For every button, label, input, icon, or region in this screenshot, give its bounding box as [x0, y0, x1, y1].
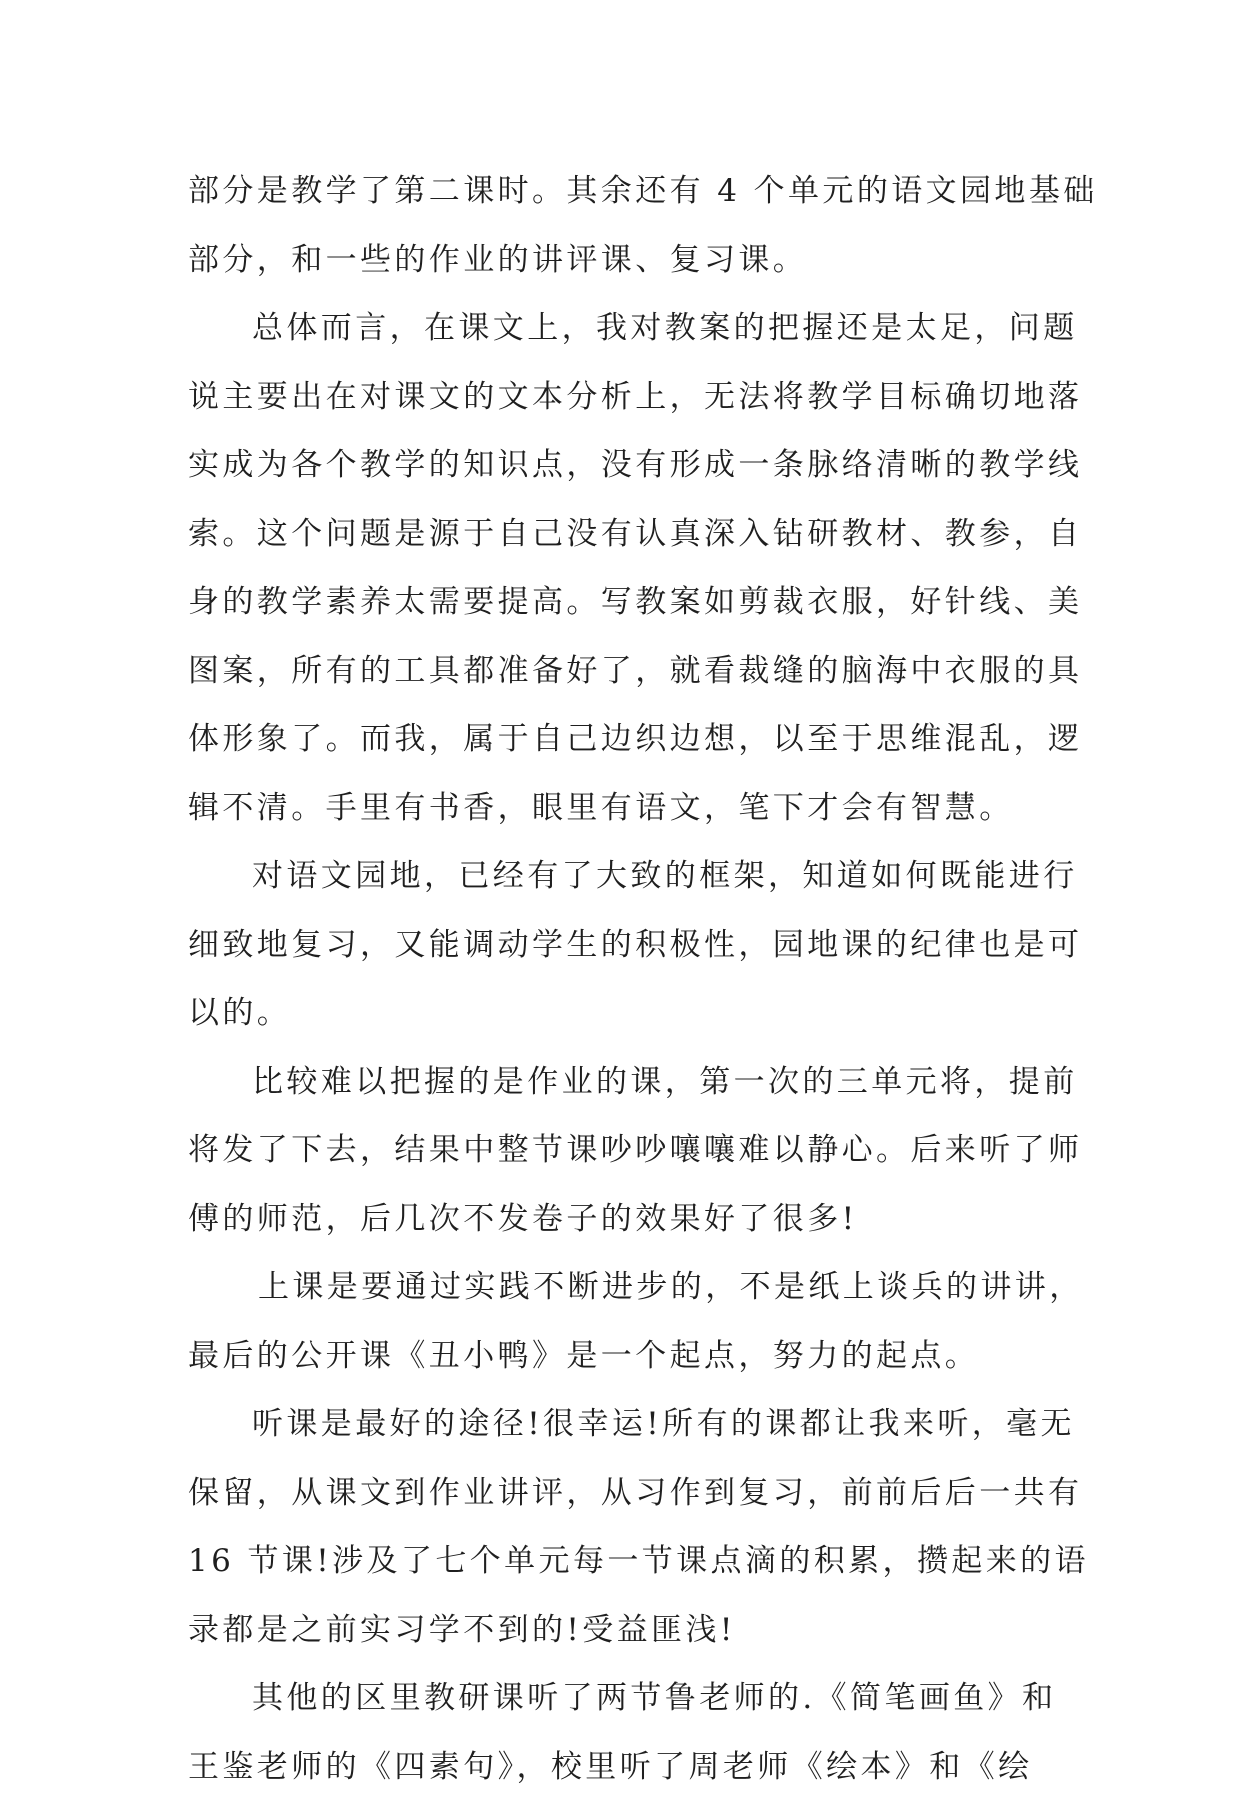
paragraph-start: 比较难以把握的是作业的课，第一次的三单元将，提前	[188, 1048, 1050, 1117]
text-line: 身的教学素养太需要提高。写教案如剪裁衣服，好针线、美	[188, 568, 1050, 637]
text-line: 索。这个问题是源于自己没有认真深入钻研教材、教参，自	[188, 500, 1050, 569]
text-line: 部分，和一些的作业的讲评课、复习课。	[188, 226, 1050, 295]
text-line: 将发了下去，结果中整节课吵吵嚷嚷难以静心。后来听了师	[188, 1116, 1050, 1185]
paragraph-start: 上课是要通过实践不断进步的，不是纸上谈兵的讲讲，	[188, 1253, 1050, 1322]
text-line: 傅的师范，后几次不发卷子的效果好了很多!	[188, 1185, 1050, 1254]
text-line: 体形象了。而我，属于自己边织边想，以至于思维混乱，逻	[188, 705, 1050, 774]
paragraph-start: 总体而言，在课文上，我对教案的把握还是太足，问题	[188, 294, 1050, 363]
paragraph-start: 听课是最好的途径!很幸运!所有的课都让我来听，毫无	[188, 1390, 1050, 1459]
text-line: 细致地复习，又能调动学生的积极性，园地课的纪律也是可	[188, 911, 1050, 980]
text-line: 16 节课!涉及了七个单元每一节课点滴的积累，攒起来的语	[188, 1527, 1050, 1596]
document-body	[188, 157, 1050, 1801]
text-line: 王鉴老师的《四素句》，校里听了周老师《绘本》和《绘	[188, 1733, 1050, 1801]
paragraph-start: 其他的区里教研课听了两节鲁老师的.《简笔画鱼》和	[188, 1664, 1050, 1733]
text-line: 保留，从课文到作业讲评，从习作到复习，前前后后一共有	[188, 1459, 1050, 1528]
text-line: 图案，所有的工具都准备好了，就看裁缝的脑海中衣服的具	[188, 637, 1050, 706]
text-line: 实成为各个教学的知识点，没有形成一条脉络清晰的教学线	[188, 431, 1050, 500]
text-line: 以的。	[188, 979, 1050, 1048]
text-line: 最后的公开课《丑小鸭》是一个起点，努力的起点。	[188, 1322, 1050, 1391]
text-line: 说主要出在对课文的文本分析上，无法将教学目标确切地落	[188, 363, 1050, 432]
text-line: 录都是之前实习学不到的!受益匪浅!	[188, 1596, 1050, 1665]
text-line: 辑不清。手里有书香，眼里有语文，笔下才会有智慧。	[188, 774, 1050, 843]
paragraph-start: 对语文园地，已经有了大致的框架，知道如何既能进行	[188, 842, 1050, 911]
text-line: 部分是教学了第二课时。其余还有 4 个单元的语文园地基础	[188, 157, 1050, 226]
